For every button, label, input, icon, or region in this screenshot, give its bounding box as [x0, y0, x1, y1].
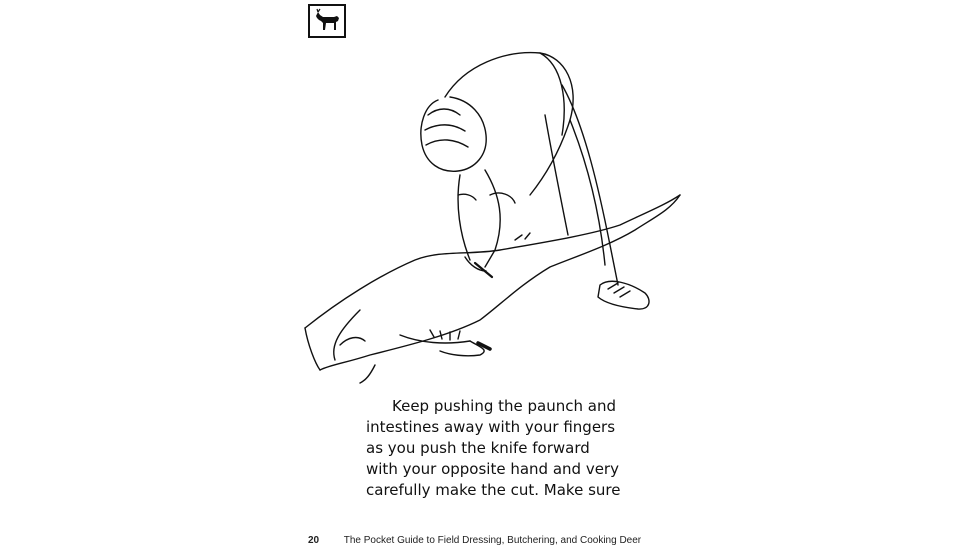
deer-icon [312, 8, 342, 34]
book-title: The Pocket Guide to Field Dressing, Butchering, and Cooking Deer [343, 535, 642, 546]
chapter-logo [308, 4, 346, 38]
body-paragraph [366, 396, 626, 501]
body-line: carefully make the cut. Make sure [366, 481, 621, 499]
page-footer [308, 535, 641, 549]
body-line: Keep pushing the paunch and [392, 397, 617, 415]
body-line: with your opposite hand and very [366, 460, 619, 478]
body-line: as you push the knife forward [366, 439, 590, 457]
page-number: 20 [308, 535, 320, 546]
body-line: intestines away with your fingers [366, 418, 616, 436]
hunter-field-dressing-deer-illustration [300, 45, 690, 385]
